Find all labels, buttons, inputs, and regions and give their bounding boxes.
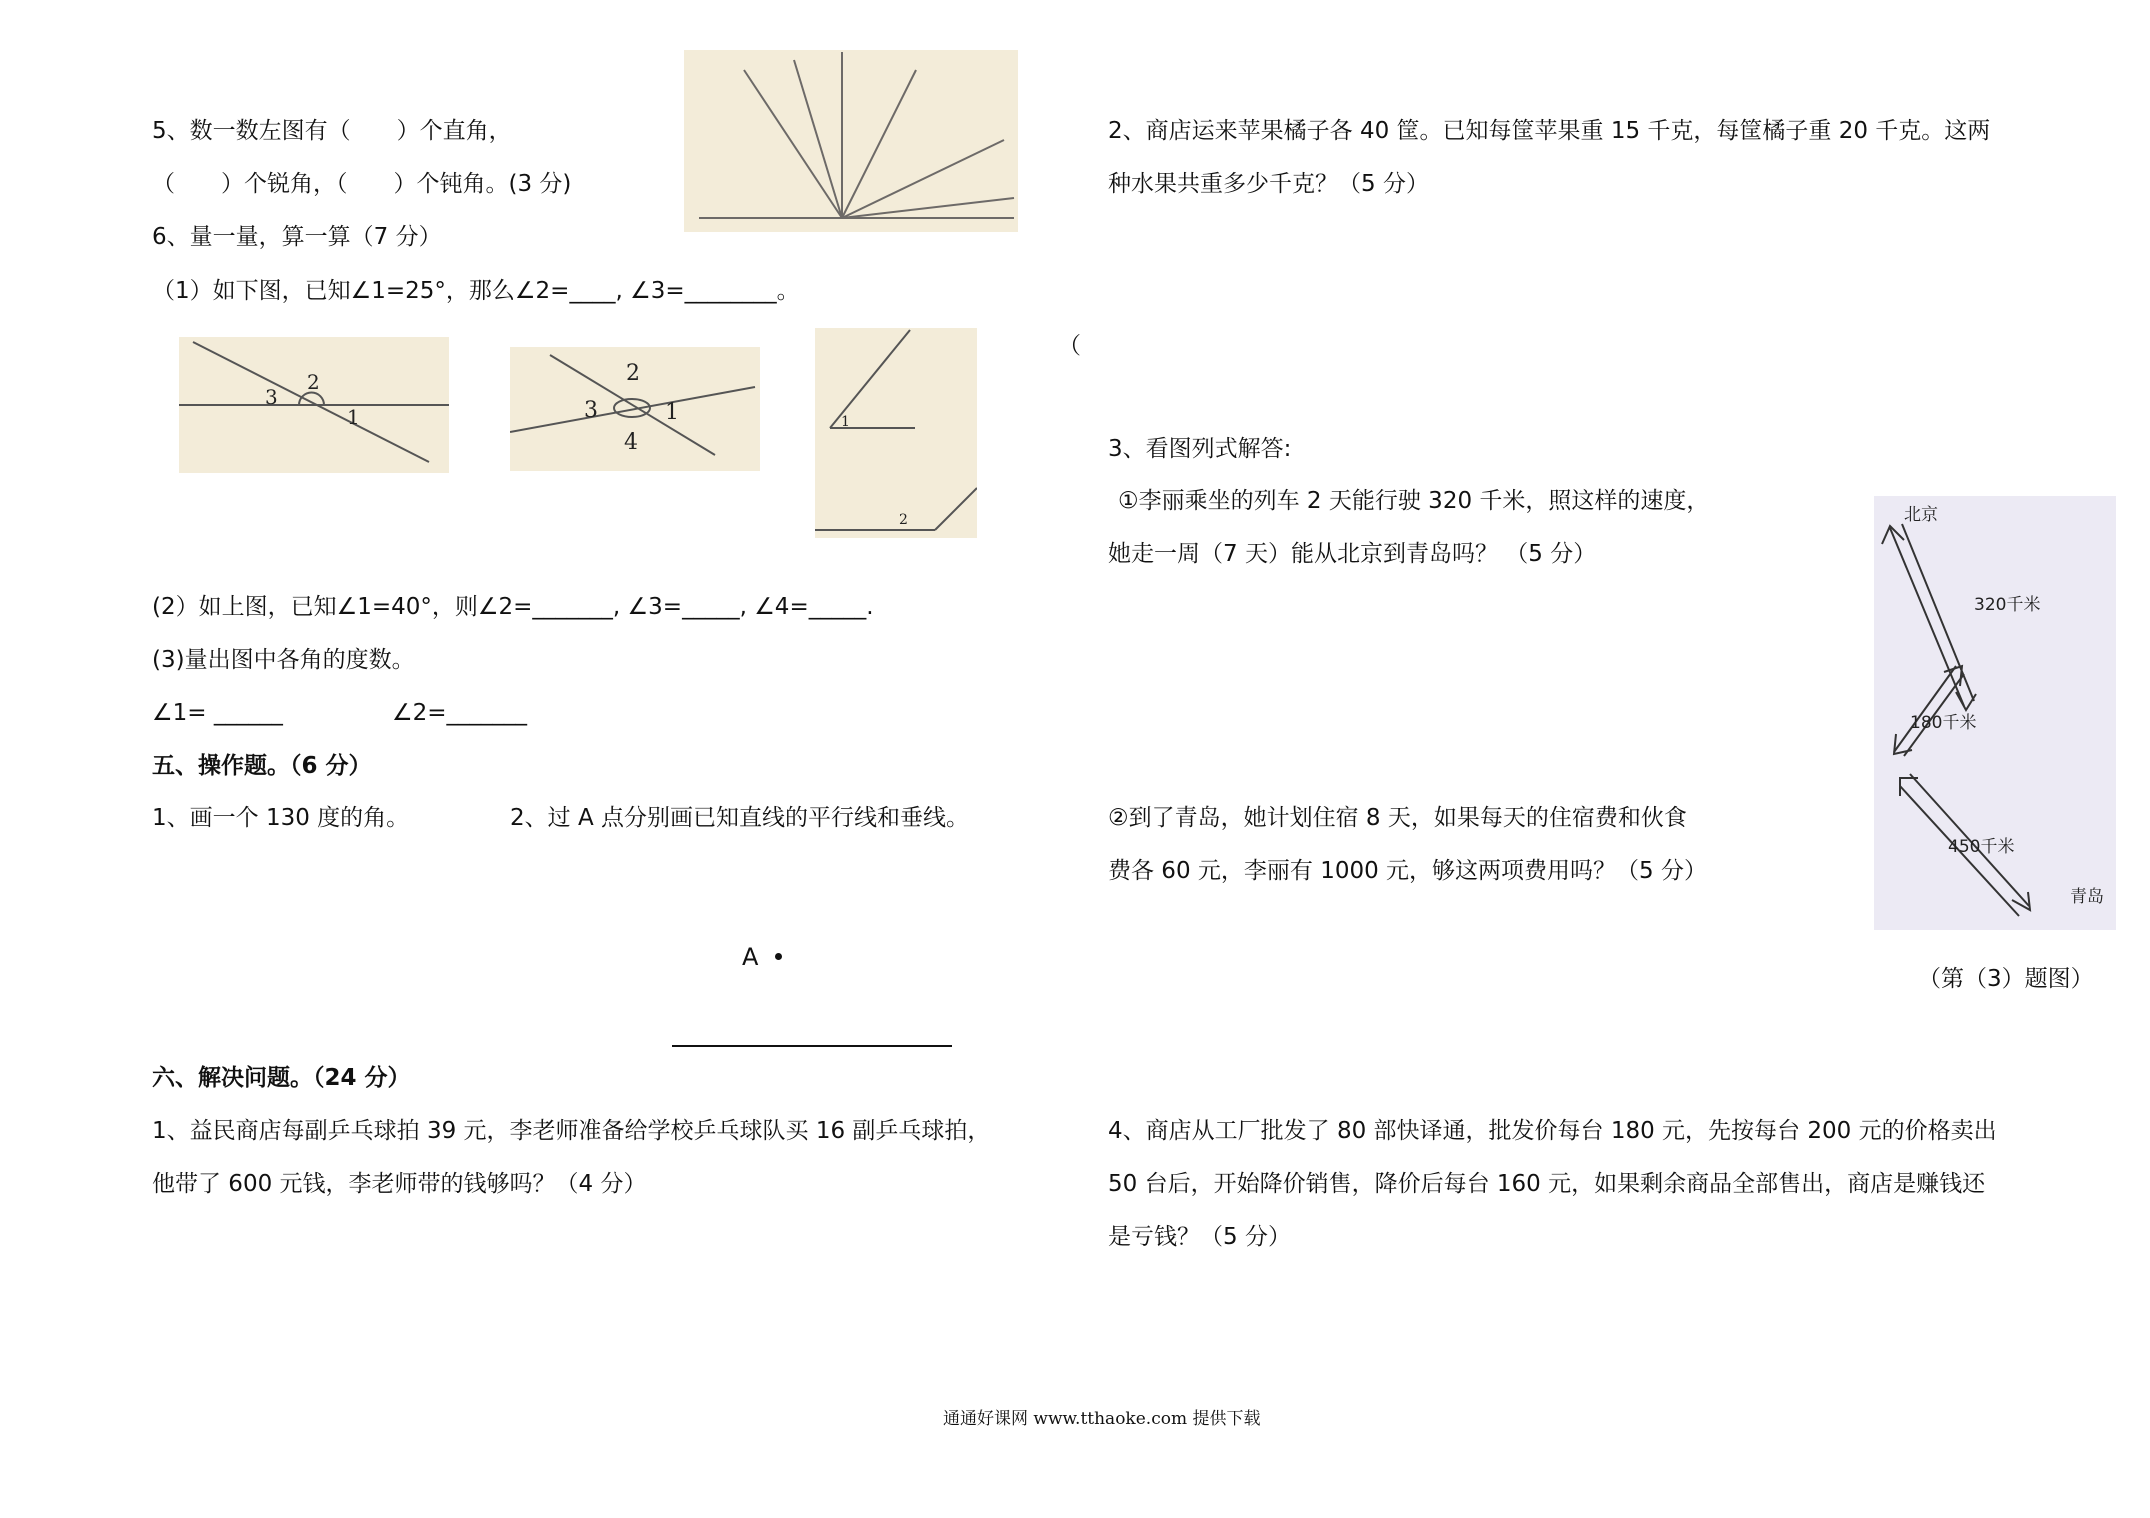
route-map-figure [1874, 496, 2116, 930]
q6-title: 6、量一量，算一算（7 分） [152, 224, 442, 250]
angle-figure-3 [815, 328, 977, 538]
map-beijing-label: 北京 [1904, 505, 1938, 525]
point-a-label: A [742, 943, 759, 971]
map-distance-1: 320千米 [1974, 595, 2041, 615]
angle-figure-2 [510, 347, 760, 471]
q6-part3: (3)量出图中各角的度数。 [152, 647, 415, 673]
given-line [672, 1045, 952, 1047]
q3-title: 3、看图列式解答: [1108, 436, 1292, 462]
fig3-label-2: 2 [899, 512, 908, 528]
angle1-blank: ∠1= ______ [152, 700, 283, 726]
section5-q2: 2、过 A 点分别画已知直线的平行线和垂线。 [510, 805, 969, 831]
section6-title: 六、解决问题。（24 分） [152, 1065, 411, 1091]
footer-credit: 通通好课网 www.tthaoke.com 提供下载 [943, 1409, 1261, 1429]
section6-q1-line2: 他带了 600 元钱，李老师带的钱够吗？（4 分） [152, 1171, 647, 1197]
fig3-label-1: 1 [841, 414, 850, 430]
q2-line1: 2、商店运来苹果橘子各 40 筐。已知每筐苹果重 15 千克，每筐橘子重 20 千克。这两 [1108, 118, 1991, 144]
section6-q1-line1: 1、益民商店每副乒乓球拍 39 元，李老师准备给学校乒乓球队买 16 副乒乓球拍， [152, 1118, 991, 1144]
stray-paren: （ [1058, 333, 1081, 359]
q3-1-line2: 她走一周（7 天）能从北京到青岛吗？ （5 分） [1108, 541, 1597, 567]
q4-line3: 是亏钱？（5 分） [1108, 1224, 1291, 1250]
fig1-label-3: 3 [265, 385, 278, 409]
q5-line2: （ ）个锐角，（ ）个钝角。(3 分) [152, 171, 572, 197]
map-caption: （第（3）题图） [1918, 966, 2094, 992]
q3-1-line1: ①李丽乘坐的列车 2 天能行驶 320 千米，照这样的速度， [1118, 488, 1710, 514]
q6-part1: （1）如下图，已知∠1=25°，那么∠2=____, ∠3=________。 [152, 278, 800, 304]
q4-line2: 50 台后，开始降价销售，降价后每台 160 元，如果剩余商品全部售出，商店是赚钱还 [1108, 1171, 1986, 1197]
rays-figure [684, 50, 1018, 232]
fig2-label-2: 2 [626, 361, 640, 386]
map-qingdao-label: 青岛 [2070, 887, 2104, 907]
section5-title: 五、操作题。（6 分） [152, 753, 372, 779]
q5-line1: 5、数一数左图有（ ）个直角， [152, 118, 512, 144]
point-a-dot [775, 953, 782, 960]
fig2-label-4: 4 [624, 430, 638, 455]
angle-figure-1 [179, 337, 449, 473]
q4-line1: 4、商店从工厂批发了 80 部快译通，批发价每台 180 元，先按每台 200 元的价格卖出 [1108, 1118, 1997, 1144]
section5-q1: 1、画一个 130 度的角。 [152, 805, 410, 831]
fig2-label-1: 1 [665, 400, 679, 425]
q6-part2: (2）如上图，已知∠1=40°，则∠2=_______, ∠3=_____, ∠4=_____. [152, 594, 874, 620]
q2-line2: 种水果共重多少千克？（5 分） [1108, 171, 1429, 197]
fig1-label-2: 2 [307, 370, 320, 394]
fig1-label-1: 1 [347, 405, 360, 429]
fig2-label-3: 3 [584, 398, 598, 423]
map-distance-3: 450千米 [1948, 837, 2015, 857]
q3-2-line2: 费各 60 元，李丽有 1000 元，够这两项费用吗？（5 分） [1108, 858, 1707, 884]
q3-2-line1: ②到了青岛，她计划住宿 8 天，如果每天的住宿费和伙食 [1108, 805, 1687, 831]
angle2-blank: ∠2=_______ [392, 700, 528, 726]
map-distance-2: 180千米 [1910, 713, 1977, 733]
